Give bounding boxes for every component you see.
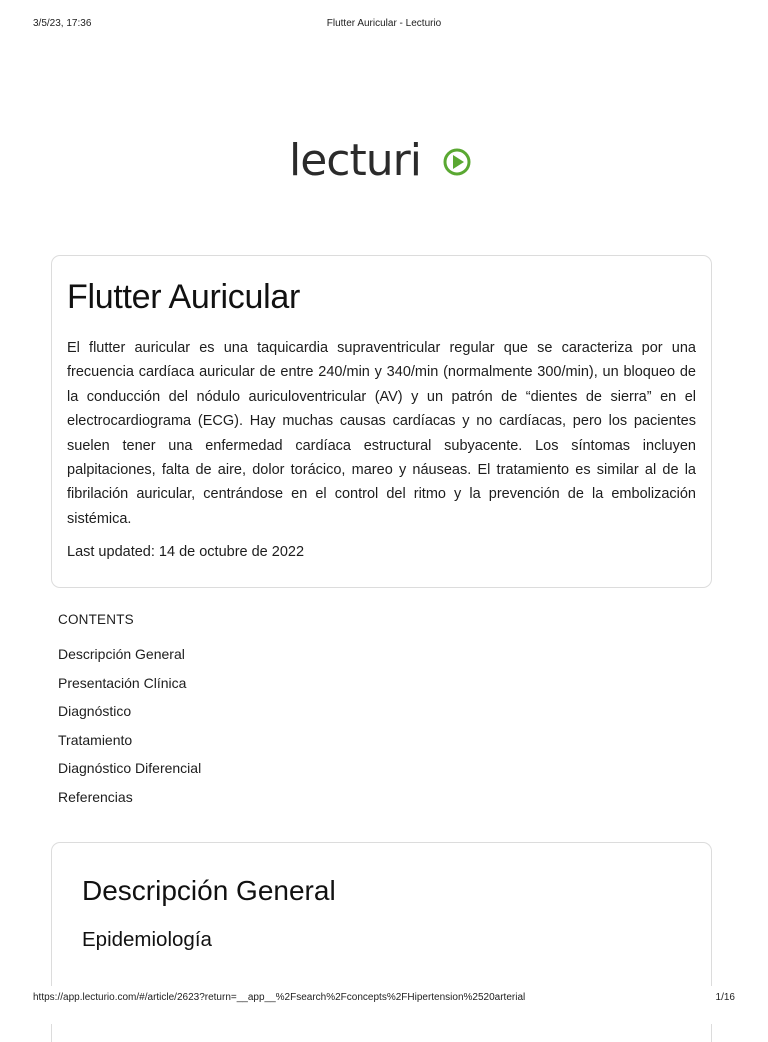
article-summary: El flutter auricular es una taquicardia supraventricular regular que se caracteriza por una frecuencia cardíaca auricular de entre 240/min y 340/min (normalmente 300/min), un bloqueo de la conducción del nódulo auriculoventricular (AV) y un patrón de “dientes de sierra” en el electrocardiograma (ECG). Hay muchas causas cardíacas y no cardíacas, pero los pacientes suelen tener una enfermedad cardíaca estructural subyacente. Los síntomas incluyen palpitaciones, falta de aire, dolor torácico, mareo y náuseas. El tratamiento es similar al de la fibrilación auricular, centrándose en el control del ritmo y la prevención de la embolización sistémica. xyxy=(67,340,696,527)
article-title: Flutter Auricular xyxy=(67,278,300,316)
contents-link-referencias[interactable]: Referencias xyxy=(58,788,133,805)
page-number: 1/16 xyxy=(715,992,735,1003)
section-title: Descripción General xyxy=(82,875,336,906)
play-circle-icon xyxy=(445,150,469,174)
contents-list xyxy=(58,646,201,818)
lecturio-logo[interactable] xyxy=(0,130,768,190)
section-subtitle: Epidemiología xyxy=(82,928,212,951)
contents-link-tratamiento[interactable]: Tratamiento xyxy=(58,731,133,748)
logo-wordmark: lecturi xyxy=(289,135,421,185)
contents-link-diagnostico[interactable]: Diagnóstico xyxy=(58,703,132,720)
last-updated: Last updated: 14 de octubre de 2022 xyxy=(67,544,305,560)
contents-link-presentacion-clinica[interactable]: Presentación Clínica xyxy=(58,674,187,691)
article-intro-card xyxy=(51,255,712,588)
contents-link-descripcion-general[interactable]: Descripción General xyxy=(58,646,185,662)
table-of-contents xyxy=(58,612,201,818)
lecturio-logo-mark xyxy=(289,135,479,185)
print-title: Flutter Auricular - Lecturio xyxy=(326,18,442,29)
print-url: https://app.lecturio.com/#/article/2623?return=__app__%2Fsearch%2Fconcepts%2FHipertension%2520arterial xyxy=(33,992,526,1003)
contents-heading: CONTENTS xyxy=(58,612,134,627)
print-datetime: 3/5/23, 17:36 xyxy=(33,18,92,29)
contents-link-diagnostico-diferencial[interactable]: Diagnóstico Diferencial xyxy=(58,760,202,777)
